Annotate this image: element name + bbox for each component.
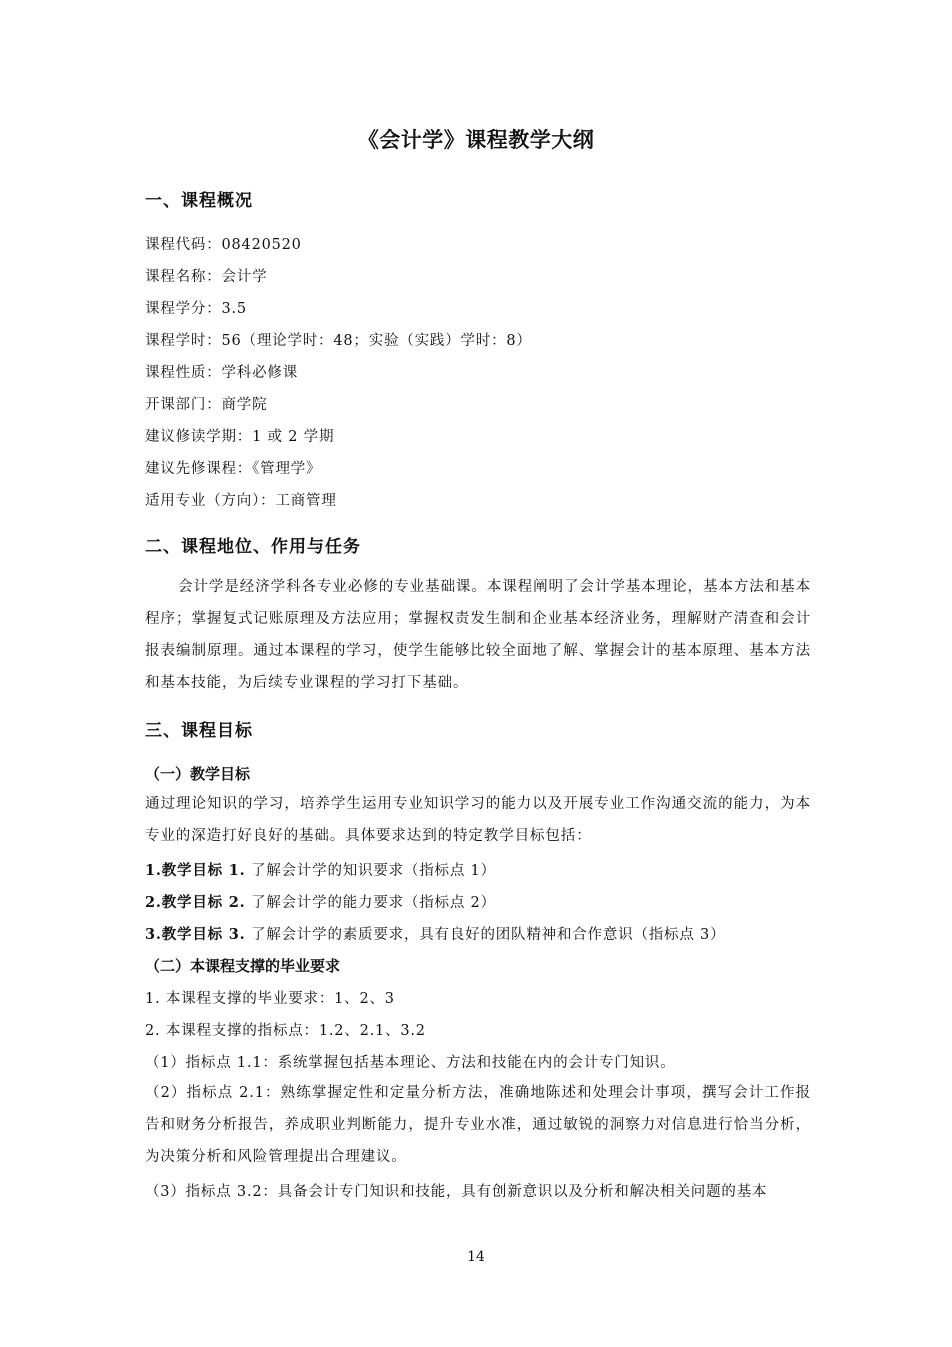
page-number: 14 xyxy=(467,1249,485,1265)
indicator-1-1: （1）指标点 1.1：系统掌握包括基本理论、方法和技能在内的会计专门知识。 xyxy=(145,1055,676,1071)
teaching-goal-1-label: 1.教学目标 1. xyxy=(145,862,246,879)
teaching-goal-2 xyxy=(145,891,496,912)
role-paragraph: 会计学是经济学科各专业必修的专业基础课。本课程阐明了会计学基本理论，基本方法和基本程序；掌握复式记账原理及方法应用；掌握权责发生制和企业基本经济业务，理解财产清查和会计报表编制原理。通过本课程的学习，使学生能够比较全面地了解、掌握会计的基本原理、基本方法和基本技能，为后续专业课程的学习打下基础。 xyxy=(145,579,811,691)
section-heading-role: 二、课程地位、作用与任务 xyxy=(145,537,361,557)
prerequisite-course: 建议先修课程：《管理学》 xyxy=(145,461,322,477)
subsection-heading-teaching-goals: （一）教学目标 xyxy=(145,765,251,783)
course-nature: 课程性质：学科必修课 xyxy=(145,365,298,381)
indicator-3-2: （3）指标点 3.2：具备会计专门知识和技能，具有创新意识以及分析和解决相关问题的基本 xyxy=(145,1184,768,1200)
teaching-goals-intro: 通过理论知识的学习，培养学生运用专业知识学习的能力以及开展专业工作沟通交流的能力，为本专业的深造打好良好的基础。具体要求达到的特定教学目标包括： xyxy=(145,796,811,844)
suggested-semester: 建议修读学期：1 或 2 学期 xyxy=(145,429,335,445)
teaching-goal-2-text: 了解会计学的能力要求（指标点 2） xyxy=(250,895,496,911)
course-code: 课程代码：08420520 xyxy=(145,237,302,253)
teaching-goal-2-label: 2.教学目标 2. xyxy=(145,894,246,911)
course-name: 课程名称：会计学 xyxy=(145,269,268,285)
applicable-major: 适用专业（方向）：工商管理 xyxy=(145,493,337,509)
course-hours: 课程学时：56（理论学时：48；实验（实践）学时：8） xyxy=(145,333,532,349)
teaching-goal-3-label: 3.教学目标 3. xyxy=(145,926,246,943)
subsection-heading-graduation-requirements: （二）本课程支撑的毕业要求 xyxy=(145,957,341,975)
teaching-goal-3-text: 了解会计学的素质要求，具有良好的团队精神和合作意识（指标点 3） xyxy=(250,927,726,943)
supported-indicators: 2. 本课程支撑的指标点：1.2、2.1、3.2 xyxy=(145,1023,426,1039)
indicator-2-1: （2）指标点 2.1：熟练掌握定性和定量分析方法，准确地陈述和处理会计事项，撰写会计工作报告和财务分析报告，养成职业判断能力，提升专业水准，通过敏锐的洞察力对信息进行恰当分析，为决策分析和风险管理提出合理建议。 xyxy=(145,1085,811,1165)
section-heading-overview: 一、课程概况 xyxy=(145,191,253,211)
teaching-goal-3 xyxy=(145,923,725,944)
course-credits: 课程学分：3.5 xyxy=(145,301,247,317)
supported-requirements: 1. 本课程支撑的毕业要求：1、2、3 xyxy=(145,991,395,1007)
teaching-goal-1-text: 了解会计学的知识要求（指标点 1） xyxy=(250,863,496,879)
course-department: 开课部门：商学院 xyxy=(145,397,268,413)
document-title: 《会计学》课程教学大纲 xyxy=(357,127,595,152)
section-heading-objectives: 三、课程目标 xyxy=(145,721,253,741)
teaching-goal-1 xyxy=(145,859,496,880)
